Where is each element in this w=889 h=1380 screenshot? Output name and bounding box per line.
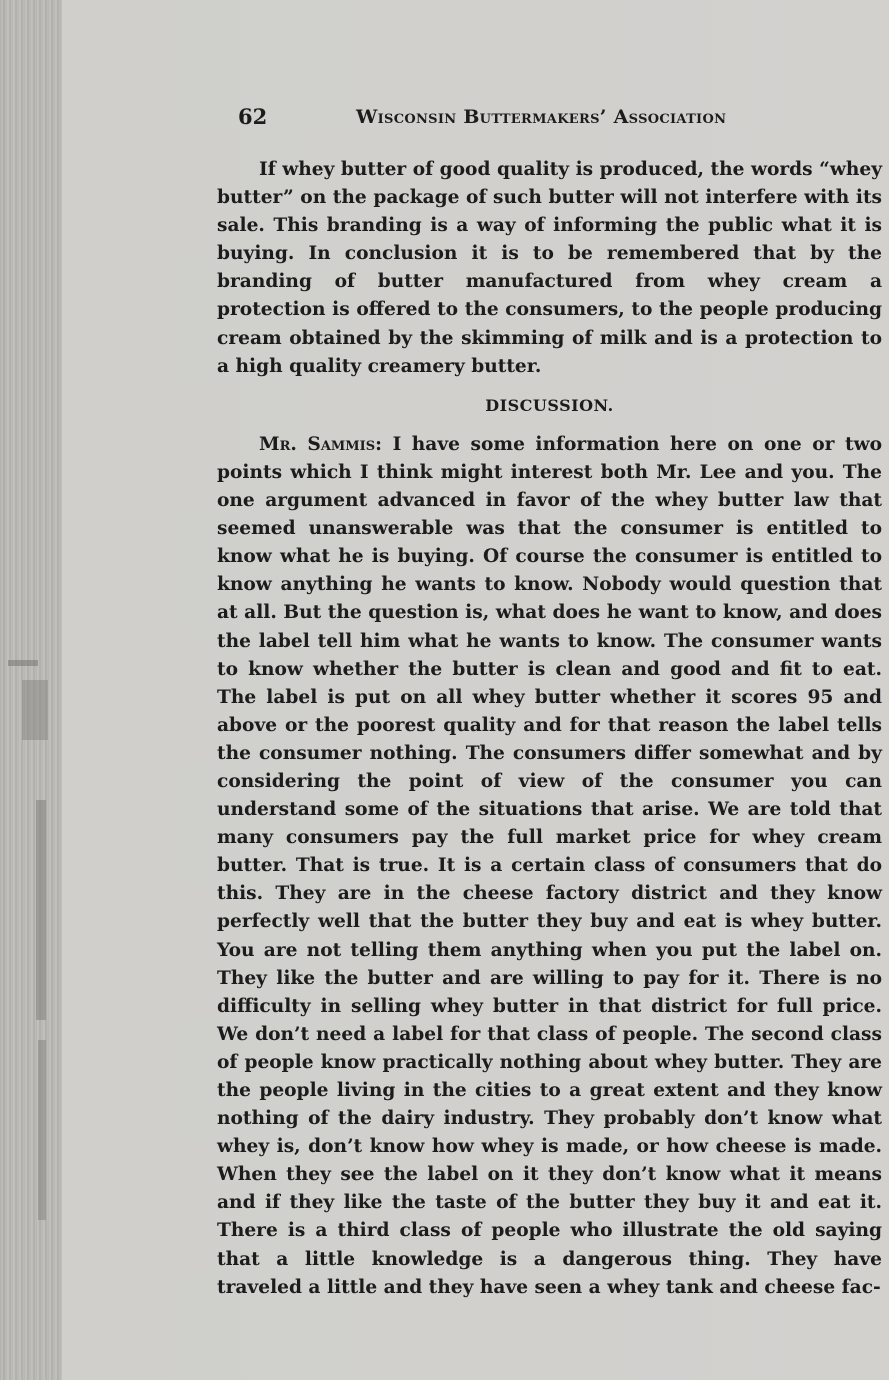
- closing-paragraph: If whey butter of good quality is produced, the words “whey butter” on the package of such butter will not interfere with its sale. This branding is a way of informing the public what it is buying. In conclusion it is to be remembered that by the branding of butter manufactured from whey cream a protection is offered to the consumers, to the people producing cream obtained by the skimming of milk and is a protection to a high quality creamery butter.: [217, 159, 882, 377]
- page-number: 62: [238, 104, 268, 129]
- binding-show-through-marks: [2, 640, 58, 1240]
- discussion-text: I have some information here on one or two points which I think might interest both Mr. Lee and you. The one argument advanced in favor of the whey butter law that seemed unanswerable was that the consumer is entitled to know what he is buying. Of course the consumer is entitled to know anything he wants to know. Nobody would question that at all. But the question is, what does he want to know, and does the label tell him what he wants to know. The consumer wants to know whether the butter is clean and good and fit to eat. The label is put on all whey butter whether it scores 95 and above or the poorest quality and for that reason the label tells the consumer nothing. The consumers differ somewhat and by considering the point of view of the consumer you can understand some of the situations that arise. We are told that many consumers pay the full market price for whey cream butter. That is true. It is a certain class of consumers that do this. They are in the cheese factory district and they know perfectly well that the butter they buy and eat is whey butter. You are not telling them anything when you put the label on. They like the butter and are willing to pay for it. There is no difficulty in selling whey butter in that district for full price. We don’t need a label for that class of people. The second class of people know practically nothing about whey butter. They are the people living in the cities to a great extent and they know nothing of the dairy industry. They probably don’t know what whey is, don’t know how whey is made, or how cheese is made. When they see the label on it they don’t know what it means and if they like the taste of the butter they buy it and eat it. There is a third class of people who illustrate the old saying that a little knowledge is a dangerous thing. They have traveled a little and they have seen a whey tank and cheese fac-: [217, 433, 882, 1298]
- section-heading: DISCUSSION.: [485, 395, 614, 415]
- running-head: Wisconsin Buttermakers’ Association: [356, 106, 727, 128]
- page-body: [217, 156, 882, 1302]
- discussion-paragraph: [217, 431, 882, 1302]
- page-header: [238, 104, 838, 144]
- speaker-name: Mr. Sammis:: [259, 433, 383, 455]
